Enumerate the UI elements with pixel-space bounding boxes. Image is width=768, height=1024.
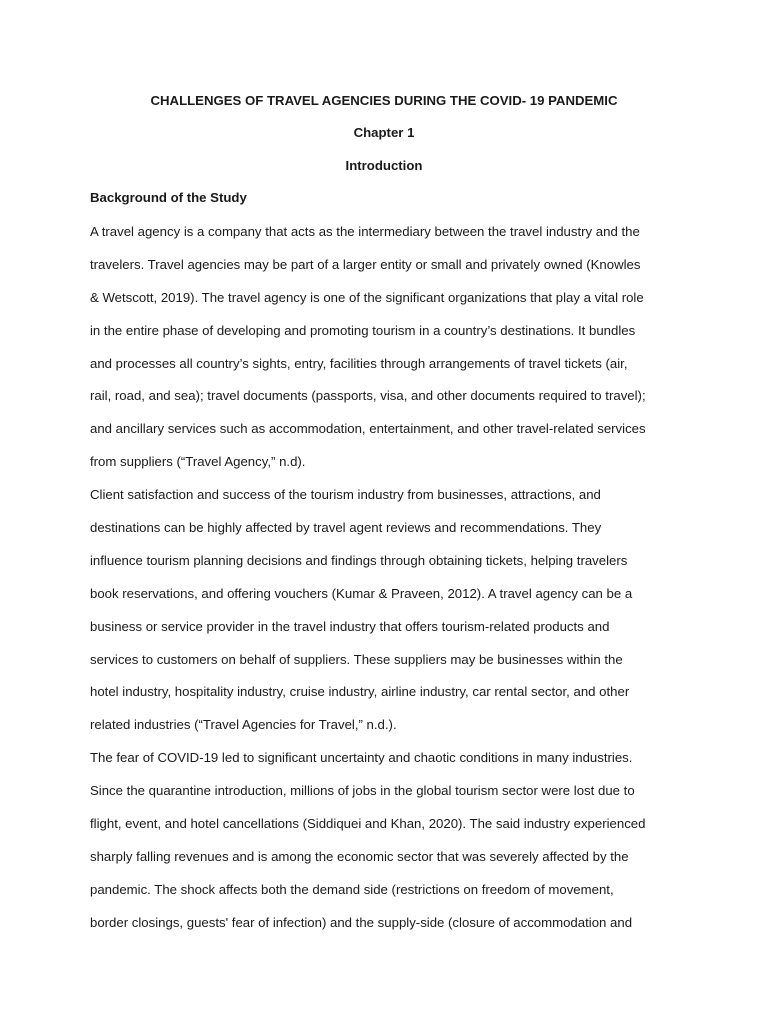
text-line: book reservations, and offering vouchers (Kumar & Praveen, 2012). A travel agency can be a xyxy=(90,585,633,601)
text-line: A travel agency is a company that acts as the intermediary between the travel industry and the xyxy=(90,224,640,239)
text-line: border closings, guests' fear of infection) and the supply-side (closure of accommodation and xyxy=(90,914,633,930)
text-line: and processes all country’s sights, entry, facilities through arrangements of travel tickets (air, xyxy=(90,355,628,371)
text-line: pandemic. The shock affects both the demand side (restrictions on freedom of movement, xyxy=(90,881,614,897)
text-line: flight, event, and hotel cancellations (Siddiquei and Khan, 2020). The said industry experienced xyxy=(90,816,646,832)
text-line: influence tourism planning decisions and findings through obtaining tickets, helping travelers xyxy=(90,552,628,568)
text-line: rail, road, and sea); travel documents (passports, visa, and other documents required to travel); xyxy=(90,388,646,404)
text-line: travelers. Travel agencies may be part of a larger entity or small and privately owned (Knowles xyxy=(90,256,641,272)
text-line: services to customers on behalf of suppliers. These suppliers may be businesses within the xyxy=(90,651,623,667)
text-line: business or service provider in the travel industry that offers tourism-related products and xyxy=(90,618,610,634)
text-line: & Wetscott, 2019). The travel agency is one of the significant organizations that play a vital role xyxy=(90,289,644,305)
text-line: in the entire phase of developing and promoting tourism in a country’s destinations. It bundles xyxy=(90,322,636,338)
text-line: hotel industry, hospitality industry, cruise industry, airline industry, car rental sector, and other xyxy=(90,684,630,700)
text-line: The fear of COVID-19 led to significant uncertainty and chaotic conditions in many industries. xyxy=(90,750,633,766)
text-line: related industries (“Travel Agencies for Travel,” n.d.). xyxy=(90,717,397,733)
text-line: and ancillary services such as accommodation, entertainment, and other travel-related services xyxy=(90,421,646,437)
subsection-heading: Background of the Study xyxy=(90,190,247,205)
chapter-heading: Chapter 1 xyxy=(353,125,415,140)
text-line: Since the quarantine introduction, millions of jobs in the global tourism sector were lost due to xyxy=(90,783,635,799)
text-line: sharply falling revenues and is among the economic sector that was severely affected by the xyxy=(90,848,629,864)
text-line: Client satisfaction and success of the tourism industry from businesses, attractions, and xyxy=(90,487,601,503)
document-title: CHALLENGES OF TRAVEL AGENCIES DURING THE COVID- 19 PANDEMIC xyxy=(150,93,618,108)
text-line: destinations can be highly affected by travel agent reviews and recommendations. They xyxy=(90,520,602,536)
section-heading: Introduction xyxy=(345,158,423,173)
body-text xyxy=(90,222,690,946)
text-line: from suppliers (“Travel Agency,” n.d). xyxy=(90,454,306,470)
